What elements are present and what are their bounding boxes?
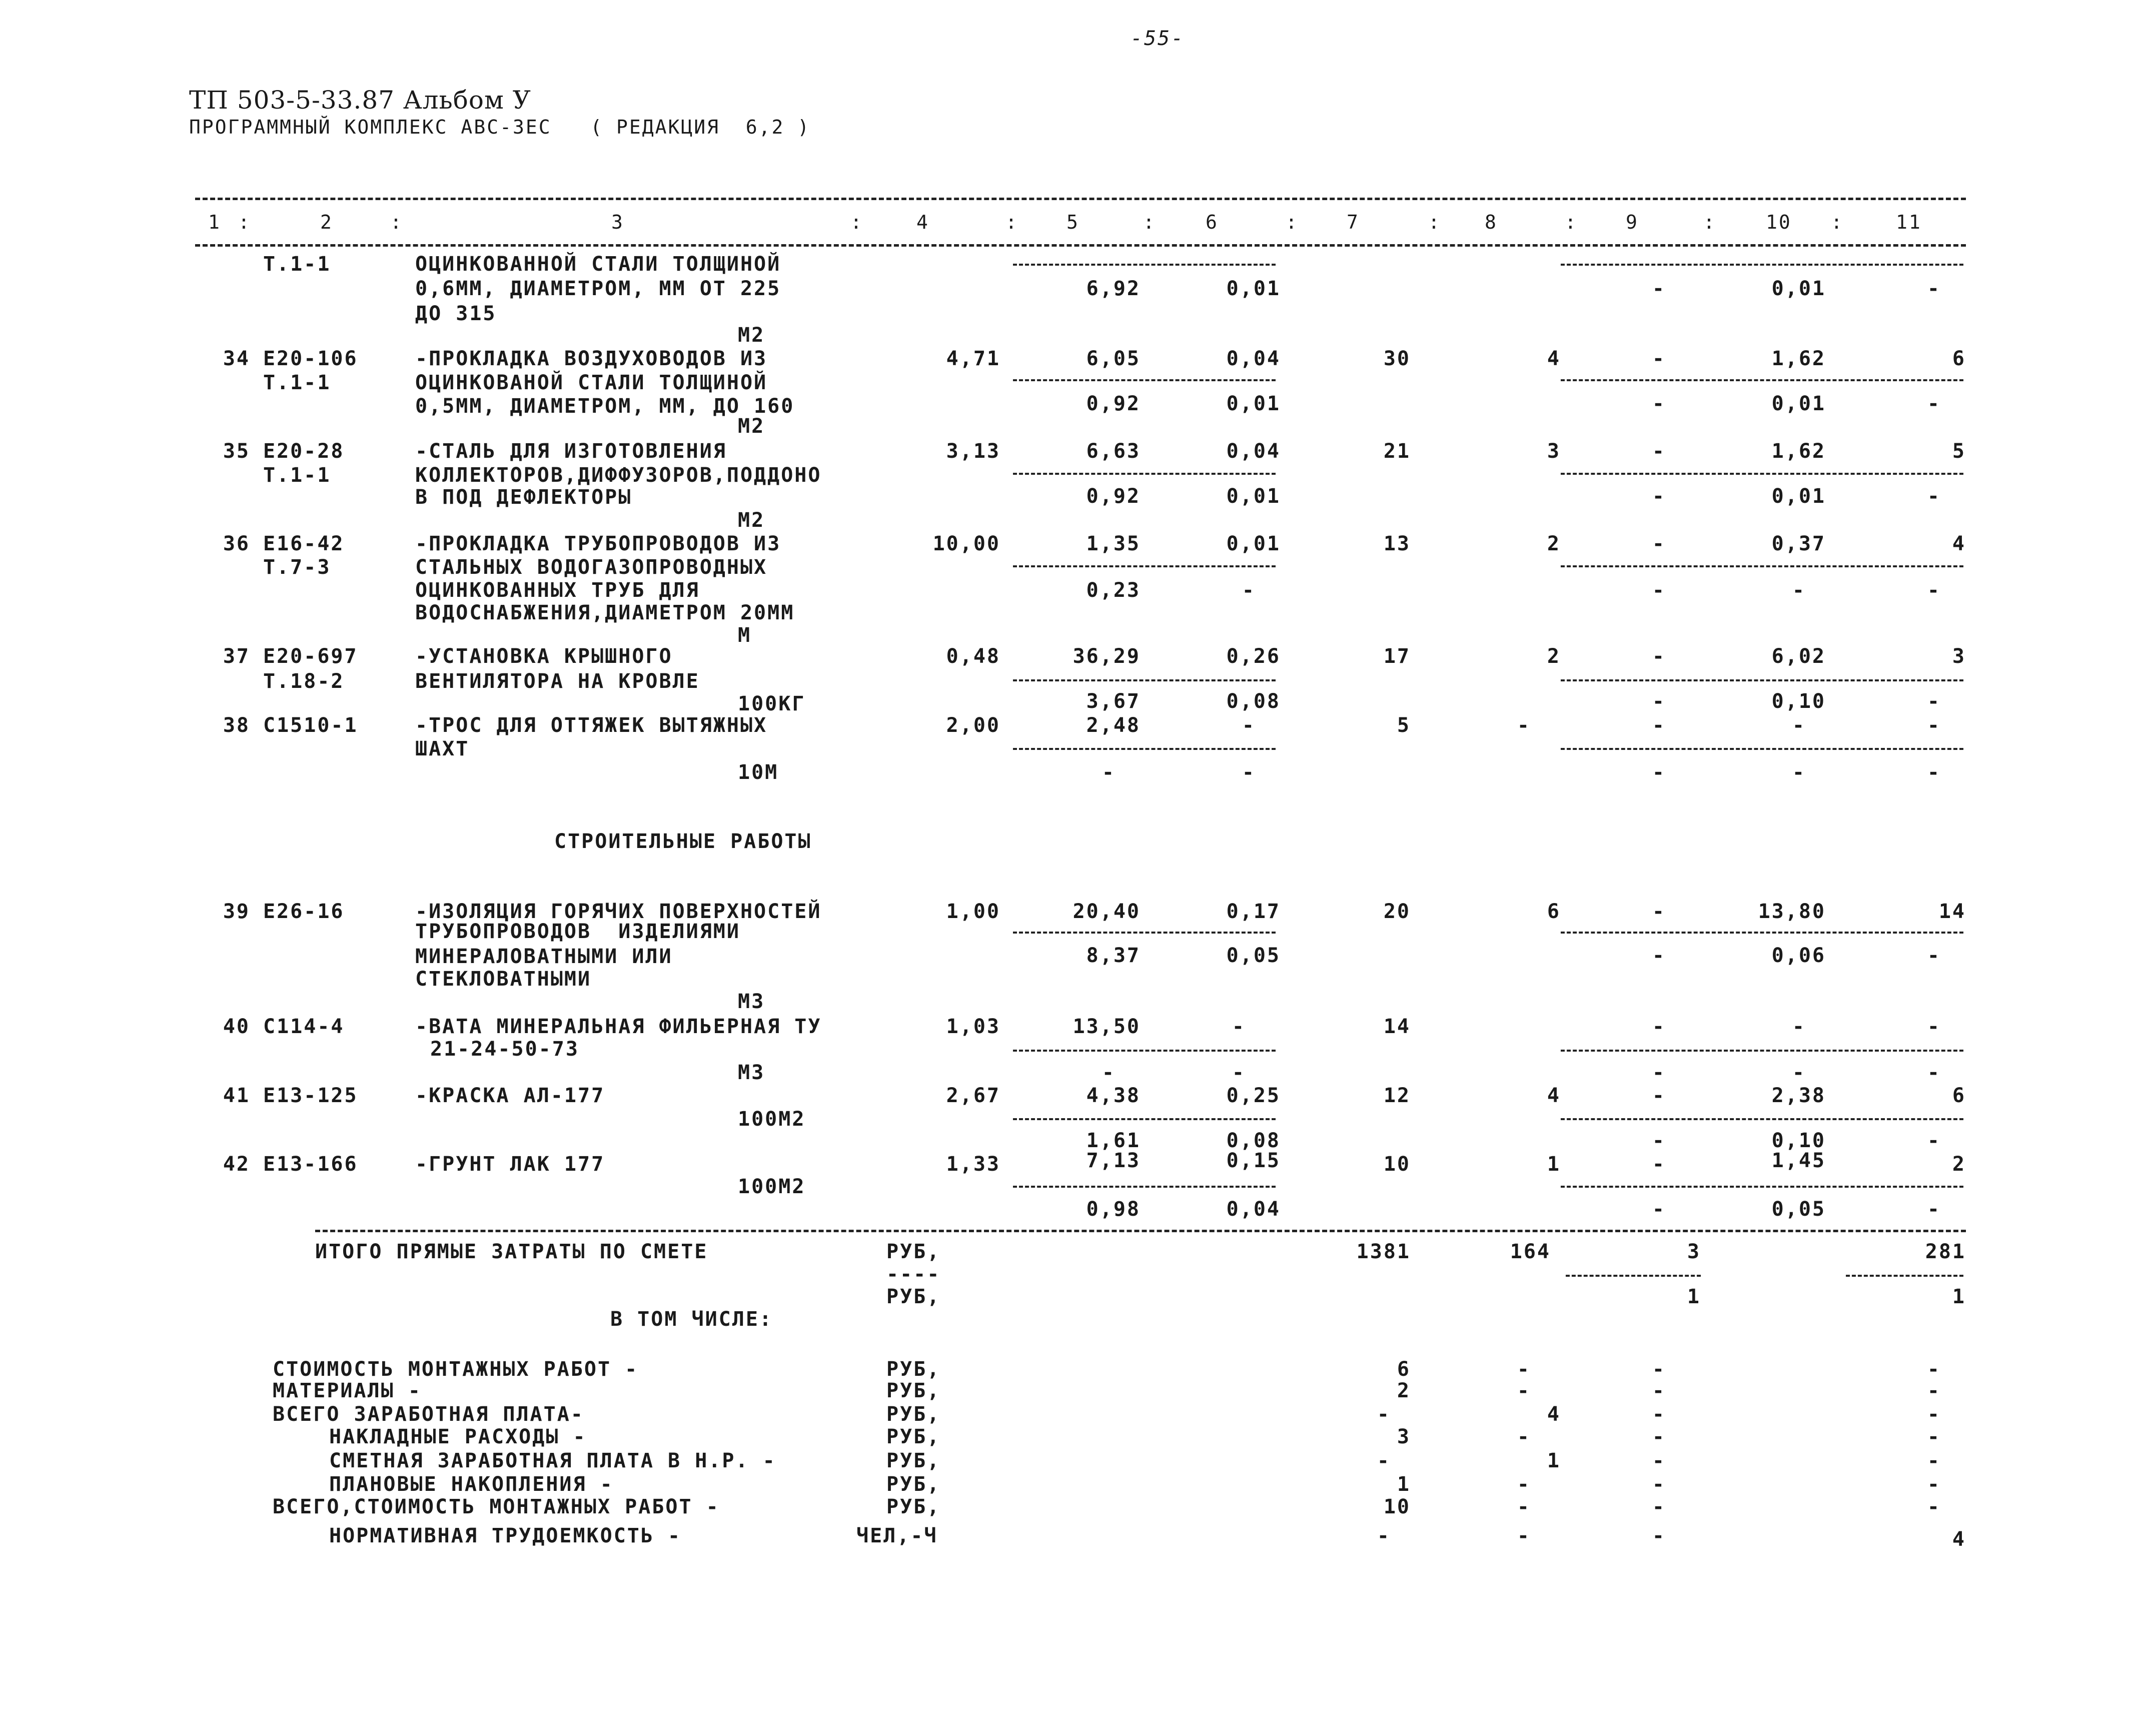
col-header-4: 4 (916, 211, 929, 233)
cell-col7: 20 (1383, 900, 1411, 923)
cell-col11: - (1927, 1495, 1941, 1518)
row-number: 36 (223, 532, 250, 555)
cell-col11: 14 (1938, 900, 1966, 923)
row-number: 39 (223, 900, 250, 923)
cell-col11: - (1927, 1129, 1941, 1152)
cell-rule (1561, 1118, 1963, 1120)
row-description: -ГРУНТ ЛАК 177 (415, 1153, 605, 1176)
cell-col7: 21 (1383, 440, 1411, 463)
cell-col9: - (1652, 944, 1666, 967)
cell-col9: - (1652, 1425, 1666, 1448)
col-sep: : (1831, 211, 1844, 233)
cell-col9: - (1652, 714, 1666, 737)
cell-col8: - (1517, 1379, 1531, 1402)
col-header-3: 3 (611, 211, 624, 233)
cell-rule (1561, 565, 1963, 567)
cell-col10: 0,01 (1771, 277, 1826, 300)
row-code: Е16-42 (263, 532, 345, 555)
cell-col8: 1 (1547, 1449, 1561, 1472)
cell-col11: - (1927, 1015, 1941, 1038)
col-header-8: 8 (1485, 211, 1498, 233)
cell-col9: - (1652, 1129, 1666, 1152)
cell-col9: - (1652, 579, 1666, 602)
row-number: 40 (223, 1015, 250, 1038)
cell-col9: - (1652, 1449, 1666, 1472)
cell-col5: 2,48 (1086, 714, 1141, 737)
cell-col6: 0,25 (1226, 1084, 1281, 1107)
summary-unit: РУБ, (886, 1449, 941, 1472)
totals-unit-dash: ---- (886, 1263, 941, 1286)
cell-col7: - (1377, 1449, 1391, 1472)
row-code: С1510-1 (263, 714, 358, 737)
cell-col8: 4 (1547, 1084, 1561, 1107)
cell-col10: 0,06 (1771, 944, 1826, 967)
row-code: Е13-166 (263, 1153, 358, 1176)
cell-col4: 1,33 (946, 1153, 1000, 1176)
cell-col5: 0,92 (1086, 485, 1141, 508)
cell-rule (1846, 1275, 1963, 1277)
cell-col5: 1,35 (1086, 532, 1141, 555)
cell-col9: - (1652, 347, 1666, 370)
cell-rule (1561, 679, 1963, 681)
cell-col6: 0,05 (1226, 944, 1281, 967)
cell-col9: - (1652, 277, 1666, 300)
cell-col10: - (1792, 1015, 1806, 1038)
cell-col11: - (1927, 690, 1941, 713)
col-header-2: 2 (320, 211, 333, 233)
cell-col5: 6,05 (1086, 347, 1141, 370)
cell-col6: 0,15 (1226, 1149, 1281, 1172)
cell-col4: 2,67 (946, 1084, 1000, 1107)
row-description: МИНЕРАЛОВАТНЫМИ ИЛИ (415, 945, 673, 968)
cell-col6: 0,01 (1226, 485, 1281, 508)
row-unit: М2 (738, 509, 765, 532)
cell-col11: - (1927, 1358, 1941, 1381)
row-description: ШАХТ (415, 737, 470, 760)
cell-col7: 10 (1383, 1495, 1411, 1518)
cell-col6: 0,04 (1226, 440, 1281, 463)
cell-col10: - (1792, 714, 1806, 737)
cell-rule (1013, 379, 1276, 381)
summary-unit: РУБ, (886, 1403, 941, 1426)
cell-col10: 0,37 (1771, 532, 1826, 555)
row-description: -УСТАНОВКА КРЫШНОГО (415, 645, 673, 668)
totals-label: ИТОГО ПРЯМЫЕ ЗАТРАТЫ ПО СМЕТЕ (315, 1240, 708, 1263)
cell-col6: 0,04 (1226, 1198, 1281, 1221)
summary-label: СТОИМОСТЬ МОНТАЖНЫХ РАБОТ - (273, 1358, 639, 1381)
cell-col7: 30 (1383, 347, 1411, 370)
cell-col9: - (1652, 440, 1666, 463)
row-description: ОЦИНКОВАННЫХ ТРУБ ДЛЯ (415, 579, 700, 602)
section-title: СТРОИТЕЛЬНЫЕ РАБОТЫ (554, 830, 812, 853)
col-header-9: 9 (1626, 211, 1639, 233)
row-code: Т.1-1 (263, 464, 331, 487)
cell-col8: 164 (1510, 1240, 1551, 1263)
cell-col8: 2 (1547, 532, 1561, 555)
cell-col5: 1,61 (1086, 1129, 1141, 1152)
row-code: С114-4 (263, 1015, 345, 1038)
cell-col11: 4 (1952, 1528, 1966, 1551)
cell-col5: 0,23 (1086, 579, 1141, 602)
cell-col6: 0,04 (1226, 347, 1281, 370)
cell-col7: 6 (1397, 1358, 1411, 1381)
summary-label: ПЛАНОВЫЕ НАКОПЛЕНИЯ - (329, 1473, 614, 1496)
row-description: СТАЛЬНЫХ ВОДОГАЗОПРОВОДНЫХ (415, 556, 768, 579)
cell-col11: - (1927, 579, 1941, 602)
row-description: ТРУБОПРОВОДОВ ИЗДЕЛИЯМИ (415, 920, 740, 943)
cell-col5: 0,92 (1086, 392, 1141, 415)
row-unit: М3 (738, 1061, 765, 1084)
cell-col8: - (1517, 1473, 1531, 1496)
cell-col9: 1 (1687, 1285, 1701, 1308)
summary-label: МАТЕРИАЛЫ - (273, 1379, 422, 1402)
summary-label: ВСЕГО,СТОИМОСТЬ МОНТАЖНЫХ РАБОТ - (273, 1495, 720, 1518)
cell-rule (1561, 473, 1963, 475)
summary-unit: РУБ, (886, 1495, 941, 1518)
cell-col4: 0,48 (946, 645, 1000, 668)
cell-col5: 3,67 (1086, 690, 1141, 713)
cell-col4: 10,00 (932, 532, 1000, 555)
summary-unit: РУБ, (886, 1425, 941, 1448)
cell-col7: 10 (1383, 1153, 1411, 1176)
col-sep: : (1005, 211, 1018, 233)
cell-col6: 0,01 (1226, 277, 1281, 300)
cell-col10: 0,01 (1771, 485, 1826, 508)
cell-col5: 6,63 (1086, 440, 1141, 463)
cell-col9: - (1652, 1061, 1666, 1084)
cell-col10: 13,80 (1758, 900, 1826, 923)
cell-col11: - (1927, 1061, 1941, 1084)
col-sep: : (1703, 211, 1716, 233)
cell-rule (1013, 748, 1276, 750)
row-code: Т.7-3 (263, 556, 331, 579)
cell-col9: - (1652, 532, 1666, 555)
col-sep: : (1428, 211, 1441, 233)
row-code: Т.1-1 (263, 371, 331, 394)
totals-rule (315, 1230, 1966, 1232)
cell-col9: - (1652, 1524, 1666, 1547)
cell-col7: 14 (1383, 1015, 1411, 1038)
row-number: 37 (223, 645, 250, 668)
cell-col6: - (1242, 714, 1256, 737)
cell-rule (1561, 1050, 1963, 1052)
cell-col4: 4,71 (946, 347, 1000, 370)
cell-col6: 0,01 (1226, 532, 1281, 555)
row-description: -СТАЛЬ ДЛЯ ИЗГОТОВЛЕНИЯ (415, 440, 727, 463)
cell-col11: 3 (1952, 645, 1966, 668)
cell-col9: - (1652, 1403, 1666, 1426)
cell-col7: 17 (1383, 645, 1411, 668)
cell-rule (1566, 1275, 1701, 1277)
summary-unit: РУБ, (886, 1358, 941, 1381)
row-code: Е20-106 (263, 347, 358, 370)
table-top-rule (195, 198, 1966, 200)
cell-col9: - (1652, 1495, 1666, 1518)
including-label: В ТОМ ЧИСЛЕ: (610, 1308, 773, 1331)
cell-col8: 2 (1547, 645, 1561, 668)
cell-rule (1013, 1118, 1276, 1120)
row-description: ОЦИНКОВАННОЙ СТАЛИ ТОЛЩИНОЙ (415, 253, 781, 276)
row-unit: М2 (738, 324, 765, 347)
col-header-1: 1 (208, 211, 221, 233)
cell-col10: 0,10 (1771, 1129, 1826, 1152)
cell-col9: - (1652, 1015, 1666, 1038)
col-sep: : (1286, 211, 1299, 233)
cell-col7: - (1377, 1524, 1391, 1547)
col-sep: : (390, 211, 403, 233)
cell-col11: - (1927, 1403, 1941, 1426)
col-header-7: 7 (1347, 211, 1360, 233)
cell-col8: 4 (1547, 347, 1561, 370)
cell-rule (1013, 264, 1276, 266)
cell-col5: - (1102, 1061, 1116, 1084)
page-number: -55- (1131, 27, 1185, 50)
col-header-5: 5 (1066, 211, 1080, 233)
summary-unit: РУБ, (886, 1473, 941, 1496)
row-unit: М2 (738, 415, 765, 438)
row-unit: М3 (738, 990, 765, 1013)
cell-col10: - (1792, 579, 1806, 602)
cell-col6: 0,08 (1226, 1129, 1281, 1152)
cell-rule (1013, 932, 1276, 934)
row-description: КОЛЛЕКТОРОВ,ДИФФУЗОРОВ,ПОДДОНО (415, 464, 822, 487)
cell-col8: - (1517, 1358, 1531, 1381)
row-description: СТЕКЛОВАТНЫМИ (415, 968, 592, 991)
cell-col9: - (1652, 645, 1666, 668)
cell-col11: 6 (1952, 1084, 1966, 1107)
cell-col7: 2 (1397, 1379, 1411, 1402)
cell-col6: - (1242, 761, 1256, 784)
row-description: -ПРОКЛАДКА ТРУБОПРОВОДОВ ИЗ (415, 532, 781, 555)
cell-col10: 1,62 (1771, 440, 1826, 463)
col-sep: : (238, 211, 251, 233)
cell-col11: - (1927, 1473, 1941, 1496)
cell-col7: 12 (1383, 1084, 1411, 1107)
row-number: 38 (223, 714, 250, 737)
cell-col11: 2 (1952, 1153, 1966, 1176)
cell-col7: 1381 (1356, 1240, 1411, 1263)
row-unit: 100КГ (738, 692, 806, 715)
cell-col7: - (1377, 1403, 1391, 1426)
cell-rule (1561, 1186, 1963, 1188)
cell-rule (1561, 264, 1963, 266)
cell-col8: 3 (1547, 440, 1561, 463)
cell-col6: 0,08 (1226, 690, 1281, 713)
row-code: Е26-16 (263, 900, 345, 923)
cell-col6: 0,17 (1226, 900, 1281, 923)
row-description: ОЦИНКОВАНОЙ СТАЛИ ТОЛЩИНОЙ (415, 371, 768, 394)
cell-col5: 0,98 (1086, 1198, 1141, 1221)
row-code: Т.18-2 (263, 670, 345, 693)
cell-col9: - (1652, 1358, 1666, 1381)
cell-col8: 4 (1547, 1403, 1561, 1426)
cell-col11: 281 (1925, 1240, 1966, 1263)
row-number: 41 (223, 1084, 250, 1107)
cell-col9: - (1652, 1198, 1666, 1221)
cell-col9: - (1652, 485, 1666, 508)
cell-rule (1013, 1186, 1276, 1188)
totals-unit: РУБ, (886, 1240, 941, 1263)
cell-rule (1013, 1050, 1276, 1052)
cell-col4: 3,13 (946, 440, 1000, 463)
cell-col8: - (1517, 714, 1531, 737)
cell-col10: 0,01 (1771, 392, 1826, 415)
cell-col6: 0,26 (1226, 645, 1281, 668)
row-description: ВОДОСНАБЖЕНИЯ,ДИАМЕТРОМ 20ММ (415, 601, 795, 624)
cell-col10: - (1792, 761, 1806, 784)
row-number: 34 (223, 347, 250, 370)
cell-col10: 0,05 (1771, 1198, 1826, 1221)
cell-col7: 3 (1397, 1425, 1411, 1448)
cell-col11: 4 (1952, 532, 1966, 555)
document-title: ТП 503-5-33.87 Альбом У (189, 86, 531, 115)
row-unit: 100М2 (738, 1108, 806, 1131)
row-description: 0,5ММ, ДИАМЕТРОМ, ММ, ДО 160 (415, 395, 795, 418)
cell-col9: - (1652, 1153, 1666, 1176)
cell-col5: 6,92 (1086, 277, 1141, 300)
row-description: ДО 315 (415, 302, 497, 325)
cell-col10: 6,02 (1771, 645, 1826, 668)
row-description: 0,6ММ, ДИАМЕТРОМ, ММ ОТ 225 (415, 277, 781, 300)
cell-col11: - (1927, 944, 1941, 967)
cell-col5: 8,37 (1086, 944, 1141, 967)
cell-col9: - (1652, 690, 1666, 713)
cell-col10: 2,38 (1771, 1084, 1826, 1107)
row-code: Е20-28 (263, 440, 345, 463)
cell-col11: 6 (1952, 347, 1966, 370)
cell-col9: - (1652, 900, 1666, 923)
cell-col10: 0,10 (1771, 690, 1826, 713)
summary-unit: РУБ, (886, 1379, 941, 1402)
totals-unit: РУБ, (886, 1285, 941, 1308)
cell-col5: 36,29 (1072, 645, 1141, 668)
cell-col11: - (1927, 485, 1941, 508)
program-line: ПРОГРАММНЫЙ КОМПЛЕКС АВС-3ЕС ( РЕДАКЦИЯ 6,2 ) (189, 116, 811, 138)
cell-col11: - (1927, 1198, 1941, 1221)
summary-label: НОРМАТИВНАЯ ТРУДОЕМКОСТЬ - (329, 1524, 682, 1547)
cell-col11: - (1927, 1379, 1941, 1402)
summary-label: ВСЕГО ЗАРАБОТНАЯ ПЛАТА- (273, 1403, 584, 1426)
cell-col11: - (1927, 1449, 1941, 1472)
cell-col11: 1 (1952, 1285, 1966, 1308)
row-unit: 100М2 (738, 1175, 806, 1198)
summary-label: НАКЛАДНЫЕ РАСХОДЫ - (329, 1425, 587, 1448)
cell-col8: - (1517, 1425, 1531, 1448)
cell-rule (1013, 565, 1276, 567)
row-number: 35 (223, 440, 250, 463)
header-bottom-rule (195, 244, 1966, 247)
row-description: -ВАТА МИНЕРАЛЬНАЯ ФИЛЬЕРНАЯ ТУ (415, 1015, 822, 1038)
cell-rule (1013, 679, 1276, 681)
cell-col10: 1,62 (1771, 347, 1826, 370)
cell-col8: - (1517, 1524, 1531, 1547)
row-description: В ПОД ДЕФЛЕКТОРЫ (415, 486, 632, 509)
row-description: ВЕНТИЛЯТОРА НА КРОВЛЕ (415, 670, 700, 693)
row-code: Т.1-1 (263, 253, 331, 276)
cell-col8: 6 (1547, 900, 1561, 923)
col-header-6: 6 (1206, 211, 1219, 233)
row-unit: 10М (738, 761, 779, 784)
cell-col7: 13 (1383, 532, 1411, 555)
cell-col5: 13,50 (1072, 1015, 1141, 1038)
cell-col11: - (1927, 392, 1941, 415)
row-code: Е13-125 (263, 1084, 358, 1107)
cell-rule (1561, 379, 1963, 381)
cell-col5: - (1102, 761, 1116, 784)
col-sep: : (1565, 211, 1578, 233)
cell-col11: - (1927, 714, 1941, 737)
cell-col5: 7,13 (1086, 1149, 1141, 1172)
cell-col11: 5 (1952, 440, 1966, 463)
cell-rule (1561, 748, 1963, 750)
cell-col5: 4,38 (1086, 1084, 1141, 1107)
cell-col6: - (1232, 1015, 1246, 1038)
cell-col11: - (1927, 761, 1941, 784)
row-description: -ПРОКЛАДКА ВОЗДУХОВОДОВ ИЗ (415, 347, 768, 370)
summary-unit: ЧЕЛ,-Ч (856, 1524, 938, 1547)
row-code: Е20-697 (263, 645, 358, 668)
row-description: 21-24-50-73 (430, 1038, 579, 1061)
cell-col8: - (1517, 1495, 1531, 1518)
row-description: -ТРОС ДЛЯ ОТТЯЖЕК ВЫТЯЖНЫХ (415, 714, 768, 737)
row-description: -ИЗОЛЯЦИЯ ГОРЯЧИХ ПОВЕРХНОСТЕЙ (415, 900, 822, 923)
cell-col9: 3 (1687, 1240, 1701, 1263)
cell-col9: - (1652, 1379, 1666, 1402)
cell-col9: - (1652, 1084, 1666, 1107)
cell-rule (1013, 473, 1276, 475)
cell-col4: 1,03 (946, 1015, 1000, 1038)
col-sep: : (1143, 211, 1156, 233)
row-unit: М (738, 624, 752, 647)
cell-col7: 5 (1397, 714, 1411, 737)
cell-col9: - (1652, 392, 1666, 415)
row-number: 42 (223, 1153, 250, 1176)
col-header-10: 10 (1766, 211, 1792, 233)
cell-col9: - (1652, 1473, 1666, 1496)
cell-rule (1561, 932, 1963, 934)
cell-col6: - (1242, 579, 1256, 602)
cell-col10: 1,45 (1771, 1149, 1826, 1172)
summary-label: СМЕТНАЯ ЗАРАБОТНАЯ ПЛАТА В Н.Р. - (329, 1449, 776, 1472)
cell-col10: - (1792, 1061, 1806, 1084)
row-description: -КРАСКА АЛ-177 (415, 1084, 605, 1107)
cell-col6: - (1232, 1061, 1246, 1084)
cell-col7: 1 (1397, 1473, 1411, 1496)
cell-col4: 1,00 (946, 900, 1000, 923)
cell-col8: 1 (1547, 1153, 1561, 1176)
cell-col11: - (1927, 277, 1941, 300)
col-header-11: 11 (1896, 211, 1922, 233)
cell-col4: 2,00 (946, 714, 1000, 737)
cell-col6: 0,01 (1226, 392, 1281, 415)
cell-col11: - (1927, 1425, 1941, 1448)
cell-col9: - (1652, 761, 1666, 784)
cell-col5: 20,40 (1072, 900, 1141, 923)
col-sep: : (850, 211, 863, 233)
